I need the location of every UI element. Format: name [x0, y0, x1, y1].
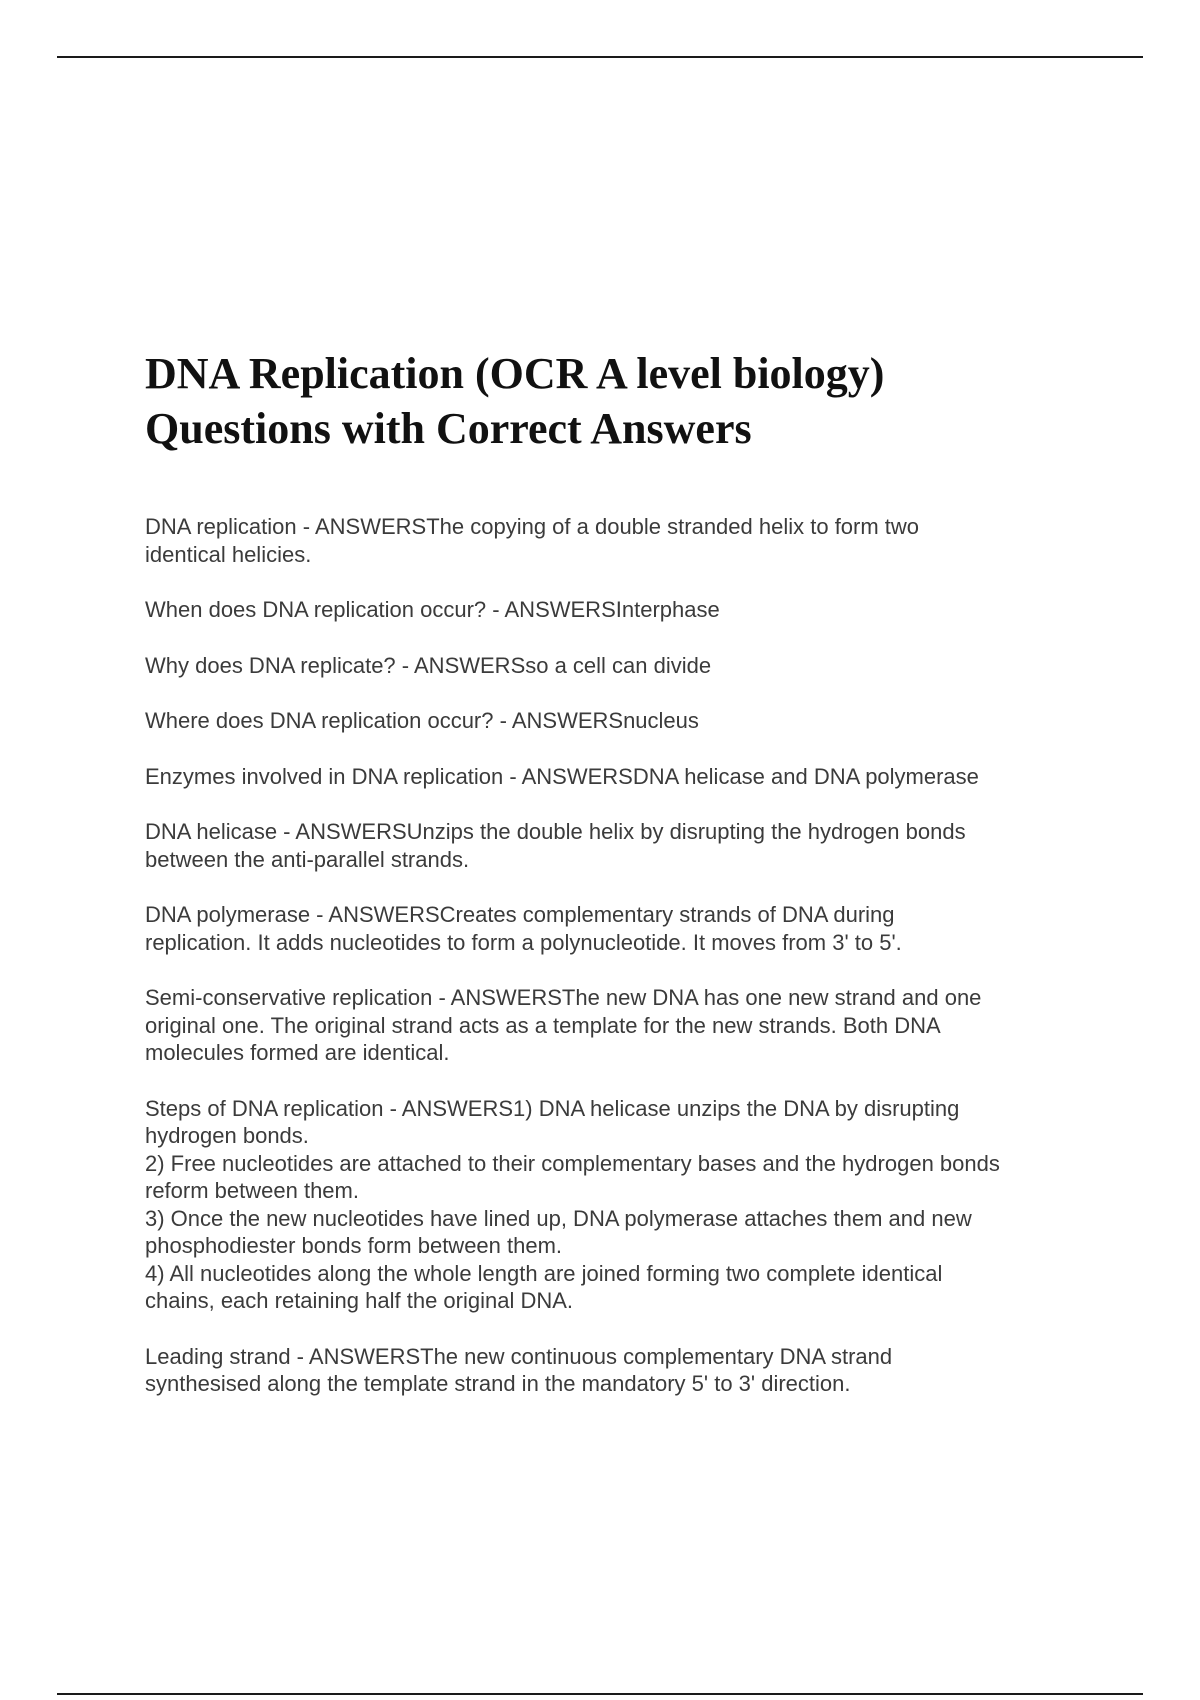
qa-entry-dna-helicase: DNA helicase - ANSWERSUnzips the double helix by disrupting the hydrogen bonds between the anti-parallel strands.	[145, 819, 966, 872]
title-line-1: DNA Replication (OCR A level biology)	[145, 349, 885, 398]
qa-entry-when-occur: When does DNA replication occur? - ANSWERSInterphase	[145, 597, 720, 622]
qa-entry-semi-conservative: Semi-conservative replication - ANSWERSThe new DNA has one new strand and one original one. The original strand acts as a template for the new strands. Both DNA molecules formed are identical.	[145, 985, 982, 1065]
qa-entry-steps: Steps of DNA replication - ANSWERS1) DNA helicase unzips the DNA by disrupting hydrogen bonds. 2) Free nucleotides are attached to their complementary bases and the hydrogen bonds reform between them. 3) Once the new nucleotides have lined up, DNA polymerase attaches them and new phosphodiester bonds form between them. 4) All nucleotides along the whole length are joined forming two complete identical chains, each retaining half the original DNA.	[145, 1095, 1000, 1313]
qa-entry-why-replicate: Why does DNA replicate? - ANSWERSso a cell can divide	[145, 652, 712, 678]
qa-list	[145, 513, 1105, 1426]
qa-entry-dna-polymerase: DNA polymerase - ANSWERSCreates complementary strands of DNA during replication. It adds nucleotides to form a polynucleotide. It moves from 3' to 5'.	[145, 902, 902, 955]
footer-rule	[57, 1693, 1143, 1695]
header-rule	[57, 56, 1143, 58]
title-line-2: Questions with Correct Answers	[145, 404, 752, 453]
qa-entry-where-occur: Where does DNA replication occur? - ANSWERSnucleus	[145, 708, 699, 733]
document-title	[145, 346, 1105, 456]
qa-entry-enzymes: Enzymes involved in DNA replication - ANSWERSDNA helicase and DNA polymerase	[145, 763, 979, 789]
qa-entry-leading-strand: Leading strand - ANSWERSThe new continuous complementary DNA strand synthesised along the template strand in the mandatory 5' to 3' direction.	[145, 1343, 893, 1396]
qa-entry-dna-replication: DNA replication - ANSWERSThe copying of a double stranded helix to form two identical helicies.	[145, 514, 920, 567]
